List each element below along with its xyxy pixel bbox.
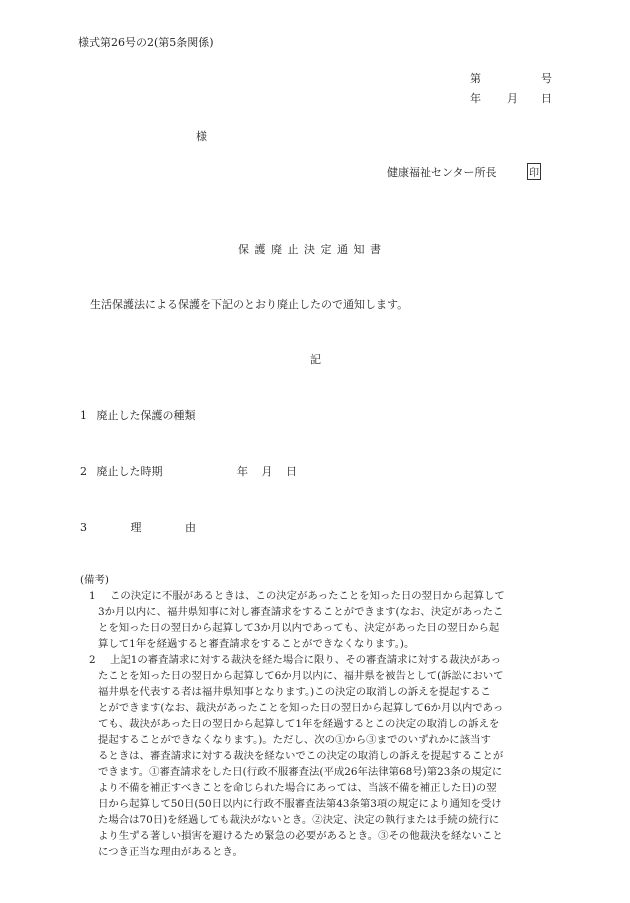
item-3-label: 3 理 由 — [80, 521, 196, 534]
note-text: この決定に不服があるときは、この決定があったことを知った日の翌日から起算して 3か月以内に、福井県知事に対し審査請求をすることができます(なお、決定があったこ とを知った日の翌日から起算して3か月以内であっても、決定があった日の翌日から起 算して1年を経過すると審査請求をすることができなくなります。)。 — [98, 590, 505, 650]
date-hi: 日 — [541, 92, 552, 105]
sender: 健康福祉センター所長 — [387, 166, 497, 179]
doc-number-dai: 第 — [470, 72, 481, 85]
item-2-value: 年 月 日 — [237, 465, 297, 478]
item-1-label: 1 廃止した保護の種類 — [80, 409, 196, 422]
form-label: 様式第26号の2(第5条関係) — [78, 36, 214, 49]
note-item — [80, 652, 555, 860]
note-number: 1 — [89, 590, 96, 602]
document-title: 保 護 廃 止 決 定 通 知 書 — [238, 243, 382, 256]
addressee-suffix: 様 — [196, 130, 207, 143]
item-2-label: 2 廃止した時期 — [80, 465, 163, 478]
doc-number-go: 号 — [541, 72, 552, 85]
date-nen: 年 — [470, 92, 481, 105]
notes-section — [80, 572, 555, 860]
date-tsuki: 月 — [507, 92, 518, 105]
note-item — [80, 588, 555, 652]
seal-mark: 印 — [527, 163, 541, 180]
body-text: 生活保護法による保護を下記のとおり廃止したので通知します。 — [90, 298, 409, 311]
ki-heading: 記 — [310, 353, 321, 366]
notes-heading: (備考) — [80, 574, 109, 586]
note-number: 2 — [89, 654, 96, 666]
note-text: 上記1の審査請求に対する裁決を経た場合に限り、その審査請求に対する裁決があっ たことを知った日の翌日から起算して6か月以内に、福井県を被告として(訴訟において 福井県を代表する者は福井県知事となります。)この決定の取消しの訴えを提起するこ とができます(なお、裁決があったことを知った日の翌日から起算して6か月以内であっ ても、裁決があった日の翌日から起算して1年を経過するとこの決定の取消しの訴えを 提起することができなくなります。)。ただし、次の①から③までのいずれかに該当す るときは、審査請求に対する裁決を経ないでこの決定の取消しの訴えを提起することが できます。①審査請求をした日(行政不服審査法(平成26年法律第68号)第23条の規定に より不備を補正すべきことを命じられた場合にあっては、当該不備を補正した日)の翌 日から起算して50日(50日以内に行政不服審査法第43条第3項の規定により通知を受け た場合は70日)を経過しても裁決がないとき。②決定、決定の執行または手続の続行に より生ずる著しい損害を避けるため緊急の必要があるとき。③その他裁決を経ないこと につき正当な理由があるとき。 — [98, 654, 504, 858]
